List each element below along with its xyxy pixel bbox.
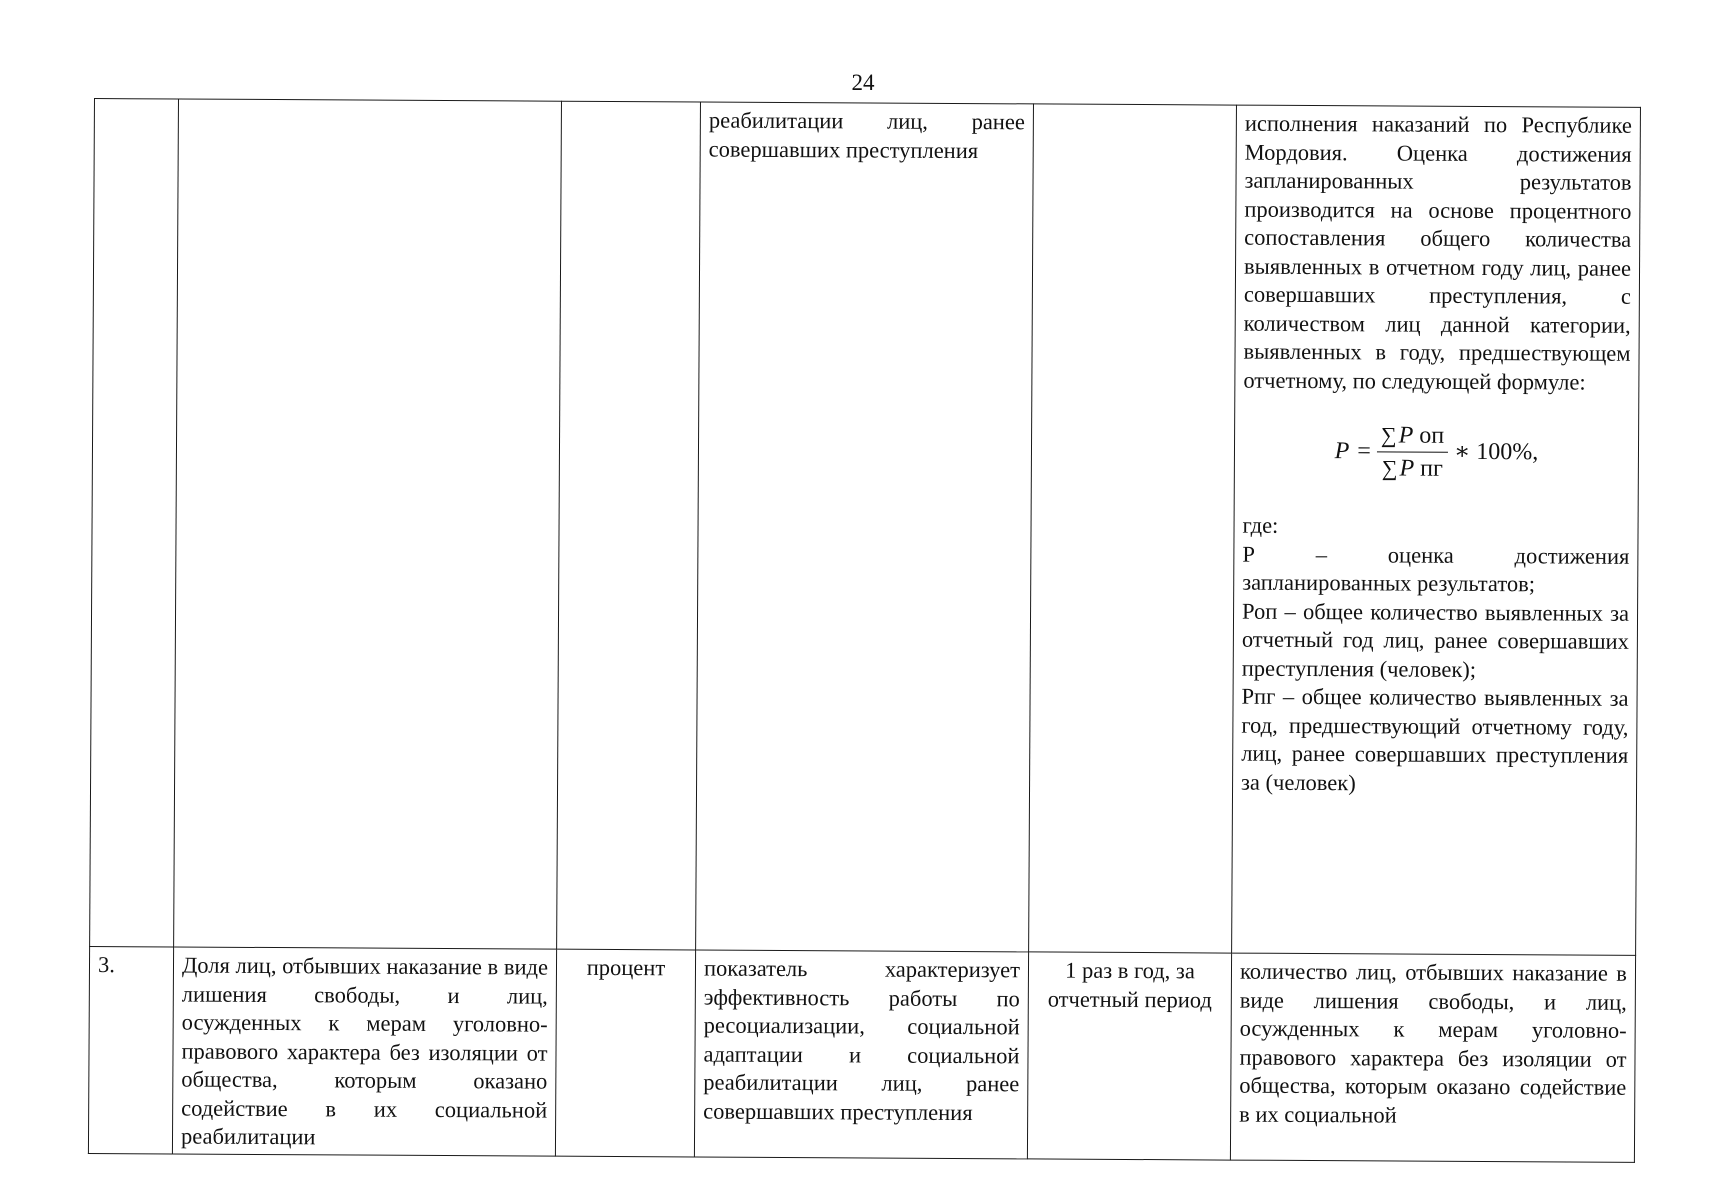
cell-unit: процент: [555, 949, 695, 1156]
formula-fraction: [1377, 421, 1449, 482]
formula-multiplier: ∗ 100%,: [1453, 439, 1539, 466]
definition-ppg: Рпг – общее количество выявленных за год, предшествующий отчетному году, лиц, ранее совершавших преступления за (человек): [1241, 683, 1629, 795]
indicators-table: [88, 98, 1641, 1162]
cell-unit: [557, 101, 701, 950]
page-number: 24: [851, 70, 875, 95]
cell-method: [1232, 105, 1641, 955]
cell-description: показатель характеризует эффективность работы по ресоциализации, социальной адаптации и социальной реабилитации лиц, ранее совершавших преступления: [694, 950, 1028, 1158]
method-intro-text: исполнения наказаний по Республике Мордовия. Оценка достижения запланированных результатов производится на основе процентного сопоставления общего количества выявленных в отчетном году лиц, ранее совершавших преступления, с количеством лиц данной категории, выявленных в году, предшествующем отчетному, по следующей формуле:: [1243, 110, 1632, 395]
formula-definitions: [1241, 512, 1630, 799]
cell-indicator-name: [174, 99, 562, 949]
formula-lhs: P: [1334, 438, 1350, 465]
formula-denominator: ∑P пг: [1381, 455, 1443, 482]
table-row-3: [88, 946, 1635, 1161]
definition-pop: Роп – общее количество выявленных за отчетный год лиц, ранее совершавших преступления (человек);: [1241, 598, 1630, 682]
evaluation-formula: [1243, 421, 1630, 484]
formula-numerator: ∑P оп: [1377, 421, 1448, 452]
definitions-where: где:: [1242, 512, 1279, 538]
cell-method: количество лиц, отбывших наказание в виде лишения свободы, и лиц, осужденных к мерам уголовно-правового характера без изоляции от общества, которым оказано содействие в их социальной: [1230, 953, 1635, 1162]
cell-indicator-name: Доля лиц, отбывших наказание в виде лишения свободы, и лиц, осужденных к мерам уголовно-правового характера без изоляции от общества, которым оказано содействие в их социальной реабилитации: [172, 947, 556, 1156]
cell-frequency: 1 раз в год, за отчетный период: [1027, 952, 1231, 1160]
cell-description: реабилитации лиц, ранее совершавших преступления: [696, 102, 1034, 952]
cell-number: 3.: [88, 946, 173, 1153]
formula-equals: =: [1357, 438, 1371, 465]
definition-p: Р – оценка достижения запланированных результатов;: [1242, 541, 1630, 597]
cell-frequency: [1029, 104, 1237, 953]
indicators-table-sheet: [94, 98, 1640, 1150]
cell-number: [90, 99, 179, 947]
table-row-continued: [90, 99, 1641, 956]
